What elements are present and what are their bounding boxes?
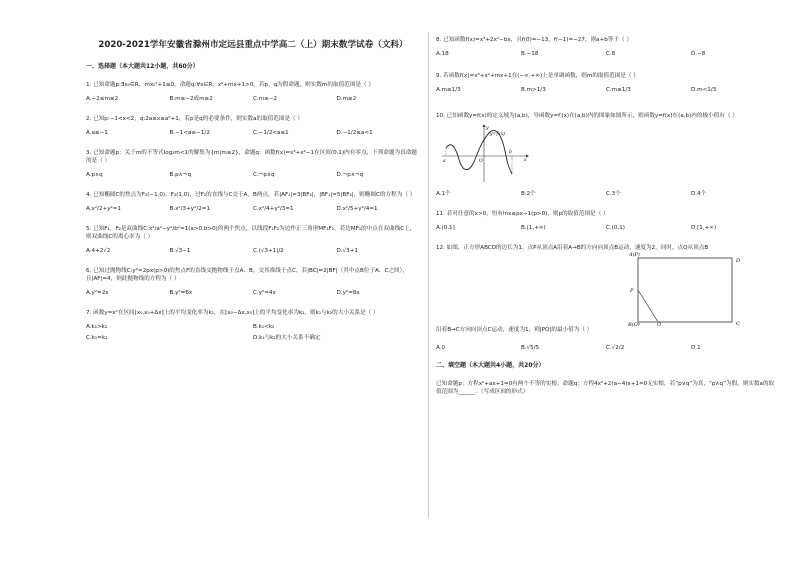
question-10 — [436, 112, 776, 198]
label-c: C — [736, 321, 740, 326]
question-3 — [86, 149, 420, 179]
column-divider — [428, 32, 429, 518]
option-d: D.y²=8x — [336, 290, 360, 296]
curve-label: y=f′(x) — [490, 132, 506, 137]
option-c: C.8 — [606, 51, 616, 57]
question-options — [86, 247, 420, 255]
question-12 — [436, 244, 776, 352]
label-a: A(P) — [629, 252, 640, 258]
question-5 — [86, 225, 420, 255]
question-options — [436, 224, 776, 232]
question-text: 6. 已知过抛物线C:y²=2px(p>0)的焦点F的直线交抛物线于点A、B，交其准线于点C，若|BC|=2|BF|（其中点B位于A、C之间），且|AF|=4，则此抛物线的方程为（ ） — [86, 268, 408, 282]
right-column — [436, 36, 776, 396]
option-b: B.y²=6x — [169, 290, 193, 296]
question-text: 7. 函数y=x²在区间[x₀,x₀+Δx]上的平均变化率为k₁，在[x₀−Δx,x₀]上的平均变化率为k₂，则k₁与k₂的大小关系是（ ） — [86, 310, 379, 316]
question-text-continued: 沿着B→C方向向顶点C运动，速度为1，则|PQ|的最小值为（ ） — [436, 327, 593, 333]
point-a-label: a — [443, 159, 446, 164]
option-d: D.−1/2≤a<1 — [336, 130, 373, 136]
question-6 — [86, 267, 420, 297]
point-b-label: b — [509, 150, 512, 155]
option-a: A.y²=2x — [86, 290, 109, 296]
question-8 — [436, 36, 776, 58]
option-c: C.−1/2<a≤1 — [253, 130, 289, 136]
question-text: 9. 若函数f(x)=x³+x²+mx+1在(−∞,+∞)上是单调函数，则m的取值范围是（ ） — [436, 73, 639, 79]
option-b: B.x²/3+y²/2=1 — [169, 206, 211, 212]
option-b: B.−18 — [521, 51, 539, 57]
option-a: A.a≤−1 — [86, 130, 108, 136]
option-a: A.−2≤m≤2 — [86, 96, 119, 102]
option-d: D.x²/5+y²/4=1 — [336, 206, 378, 212]
question-1 — [86, 81, 420, 103]
option-a: A.4+2√2 — [86, 248, 111, 254]
option-c: C.m≤1/3 — [606, 87, 631, 93]
question-options — [436, 86, 776, 94]
label-q: Q — [657, 322, 662, 326]
option-c: C.(√3+1)/2 — [253, 248, 284, 254]
derivative-graph-figure — [440, 122, 530, 184]
label-p: P — [630, 288, 634, 294]
option-d: D.√3+1 — [336, 248, 358, 254]
left-column — [86, 36, 420, 356]
option-b: B.p∧¬q — [169, 172, 191, 178]
option-a: A.(0,1] — [436, 225, 455, 231]
option-b: B.m≤−2或m≥2 — [169, 96, 213, 102]
option-a: A.0 — [436, 345, 446, 351]
question-11 — [436, 210, 776, 232]
option-c: C.√2/2 — [606, 345, 625, 351]
option-a: A.1个 — [436, 191, 451, 197]
option-b: B.k₁<k₂ — [253, 324, 275, 330]
option-c: C.k₁=k₂ — [86, 335, 108, 341]
question-options — [86, 129, 420, 137]
question-text: 11. 若对任意的x>0，恒有lnx≤px−1(p>0)，则p的取值范围是（ ） — [436, 211, 609, 217]
option-a: A.m≥1/3 — [436, 87, 461, 93]
question-text: 12. 如图，正方形ABCD的边长为1，点P从顶点A沿着A→B的方向向顶点B运动，速度为2，同时，点Q从顶点B — [436, 245, 709, 251]
option-b: B.(1,+∞) — [521, 225, 546, 231]
label-d: D — [736, 258, 741, 264]
question-7 — [86, 309, 420, 342]
question-options — [436, 190, 776, 198]
option-d: D.[1,+∞) — [691, 225, 717, 231]
question-text: 10. 已知函数y=f(x)的定义域为(a,b)，导函数y=f′(x)在(a,b)内的图象如图所示，则函数y=f(x)在(a,b)内的极小值有（ ） — [436, 113, 738, 119]
question-options — [86, 95, 420, 103]
option-b: B.2个 — [521, 191, 536, 197]
option-d: D.k₁与k₂的大小关系不确定 — [253, 335, 321, 341]
option-d: D.m≥2 — [336, 96, 357, 102]
option-b: B.√5/5 — [521, 345, 540, 351]
option-c: C.y²=4x — [253, 290, 276, 296]
option-a: A.k₁>k₂ — [86, 324, 108, 330]
option-c: C.x²/4+y²/3=1 — [253, 206, 294, 212]
exam-title: 2020-2021学年安徽省滁州市定远县重点中学高二（上）期末数学试卷（文科） — [98, 40, 408, 50]
option-b: B.−1<a≤−1/2 — [169, 130, 210, 136]
option-d: D.1 — [691, 345, 701, 351]
question-text: 8. 已知函数f(x)=x³+2x²−bx，且f(0)=−13，f(−1)=−27，则a+b等于（ ） — [436, 37, 632, 43]
option-c: C.m≤−2 — [253, 96, 278, 102]
option-c: C.¬p∧q — [253, 172, 275, 178]
origin-label: O — [479, 159, 483, 164]
question-text: 1. 已知命题p:∃x₀∈R，mx₀²+1≤0，命题q:∀x∈R，x²+mx+1>0，若p、q为假命题，则实数m的取值范围是（ ） — [86, 82, 374, 88]
question-options — [436, 344, 776, 352]
option-b: B.√3−1 — [169, 248, 191, 254]
section-heading-choice: 一、选择题（本大题共12小题，共60分） — [86, 63, 199, 70]
x-axis-label: x — [524, 158, 527, 163]
option-d: D.m<1/3 — [691, 87, 717, 93]
question-9 — [436, 72, 776, 94]
option-a: A.18 — [436, 51, 449, 57]
option-b: B.m>1/3 — [521, 87, 546, 93]
segment-pq — [638, 290, 658, 322]
question-text: 2. 已知p:−1<x<2，q:2a≤x≤a²+1，若p是q的必要条件，则实数a的取值范围是（ ） — [86, 116, 304, 122]
section-heading-fill: 二、填空题（本大题共4小题，共20分） — [436, 362, 545, 369]
question-2 — [86, 115, 420, 137]
option-c: C.3个 — [606, 191, 621, 197]
question-options — [436, 50, 776, 58]
option-d: D.4个 — [691, 191, 707, 197]
y-axis-label: y — [486, 126, 489, 131]
question-text: 5. 已知F₁，F₂是双曲线C:x²/a²−y²/b²=1(a>0,b>0)的两个焦点，以线段F₁F₂为边作正三角形MF₁F₂，若边MF₁的中点在双曲线C上，则双曲线C的离心率为（ ） — [86, 226, 416, 240]
question-text: 4. 已知椭圆C的焦点为F₁(−1,0)，F₂(1,0)，过F₂的直线与C交于A，B两点，若|AF₂|=3|BF₂|，|BF₁|=5|BF₂|，则椭圆C的方程为（ ） — [86, 192, 416, 198]
square-figure — [626, 252, 756, 326]
question-options — [86, 205, 420, 213]
option-d: D.¬p∧¬q — [336, 172, 364, 178]
option-a: A.x²/2+y²=1 — [86, 206, 121, 212]
question-options — [86, 323, 420, 342]
option-a: A.p∧q — [86, 172, 103, 178]
question-options — [86, 289, 420, 297]
option-d: D.−8 — [691, 51, 706, 57]
option-c: C.(0,1) — [606, 225, 625, 231]
question-options — [86, 171, 420, 179]
question-4 — [86, 191, 420, 213]
question-13: 已知命题p：方程x²+ax+1=0有两个不等的实根；命题q：方程4x²+2(a−4)x+1=0无实根，若“p∨q”为真，“p∧q”为假，则实数a的取值范围为______．（写成区间的形式） — [436, 381, 775, 395]
label-b: B(Q) — [628, 322, 640, 326]
question-text: 3. 已知命题p：关于m的不等式log₂m<1的解集为{m|m≥2}，命题q：函数f(x)=x³+x²−1在区间(0,1)内有零点，下列命题为真命题的是（ ） — [86, 150, 417, 164]
